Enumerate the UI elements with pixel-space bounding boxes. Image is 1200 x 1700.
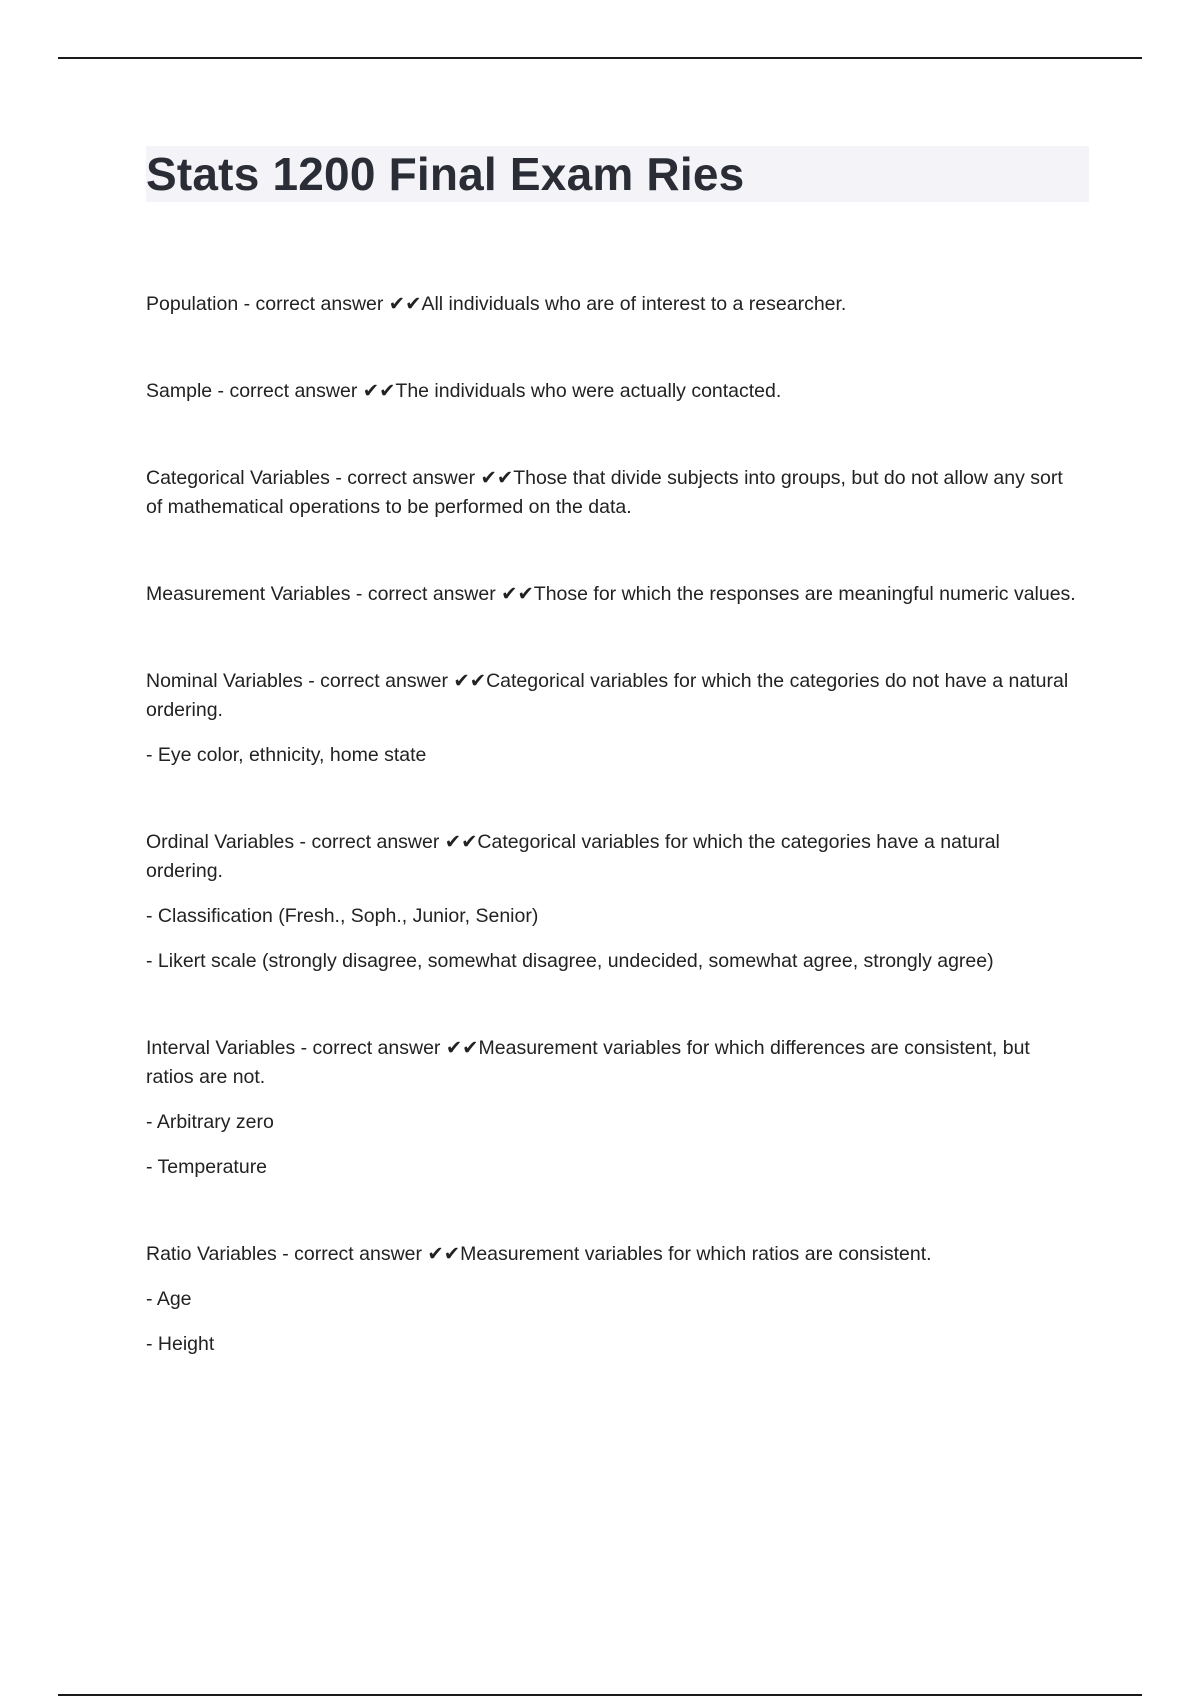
entry-text: Ordinal Variables - correct answer ✔✔Categorical variables for which the categories have a natural ordering.: [146, 831, 1000, 882]
entry-interval-variables: [146, 1034, 1081, 1182]
entry-bullet: - Eye color, ethnicity, home state: [146, 744, 427, 766]
entry-sample: [146, 377, 1081, 406]
entry-ratio-variables: [146, 1240, 1081, 1359]
title-block: [146, 146, 1089, 202]
entry-bullet: - Temperature: [146, 1156, 268, 1178]
entry-bullet: - Classification (Fresh., Soph., Junior, Senior): [146, 905, 539, 927]
entry-text: Categorical Variables - correct answer ✔✔Those that divide subjects into groups, but do not allow any sort of mathematical operations to be performed on the data.: [146, 467, 1063, 518]
entry-bullet: - Age: [146, 1288, 192, 1310]
entry-bullet: - Arbitrary zero: [146, 1111, 274, 1133]
bottom-rule: [58, 1694, 1142, 1696]
entry-categorical-variables: [146, 464, 1081, 522]
entry-text: Measurement Variables - correct answer ✔✔Those for which the responses are meaningful numeric values.: [146, 583, 1076, 605]
entry-ordinal-variables: [146, 828, 1081, 976]
entry-bullet: - Likert scale (strongly disagree, somewhat disagree, undecided, somewhat agree, strongly agree): [146, 950, 994, 972]
entry-text: Sample - correct answer ✔✔The individuals who were actually contacted.: [146, 380, 782, 402]
entry-text: Nominal Variables - correct answer ✔✔Categorical variables for which the categories do not have a natural ordering.: [146, 670, 1069, 721]
entry-bullet: - Height: [146, 1333, 215, 1355]
document-body: [146, 290, 1081, 1417]
entry-text: Interval Variables - correct answer ✔✔Measurement variables for which differences are consistent, but ratios are not.: [146, 1037, 1030, 1088]
document-title: Stats 1200 Final Exam Ries: [146, 148, 745, 200]
entry-nominal-variables: [146, 667, 1081, 770]
entry-population: [146, 290, 1081, 319]
top-rule: [58, 57, 1142, 59]
entry-text: Population - correct answer ✔✔All individuals who are of interest to a researcher.: [146, 293, 847, 315]
entry-measurement-variables: [146, 580, 1081, 609]
entry-text: Ratio Variables - correct answer ✔✔Measurement variables for which ratios are consistent.: [146, 1243, 932, 1265]
